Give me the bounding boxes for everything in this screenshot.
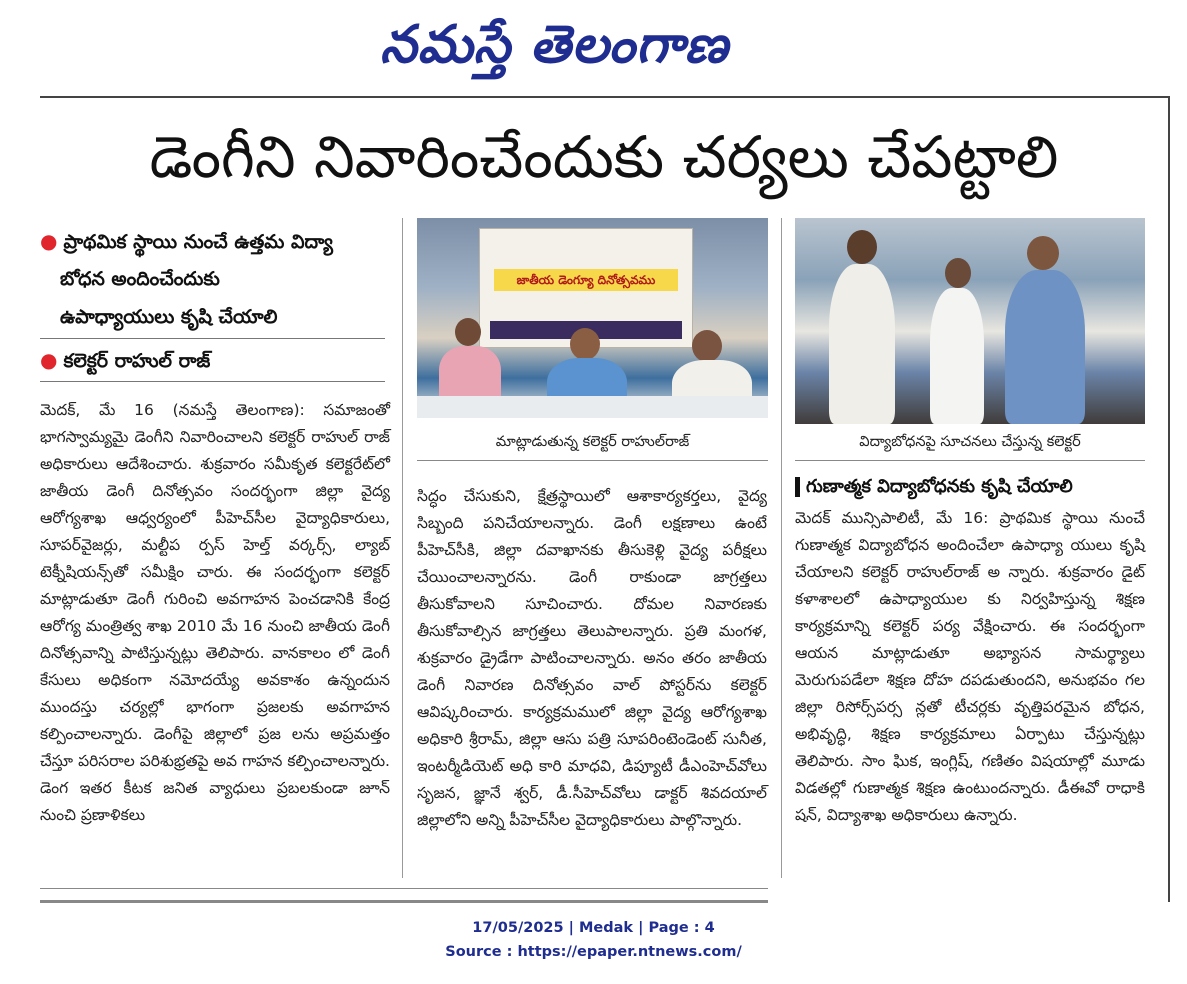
collector-speaking-photo [417,218,768,418]
person-head [692,330,722,362]
article-headline: డెంగీని నివారించేందుకు చర్యలు చేపట్టాలి [149,123,1059,191]
bullet-item [40,222,385,260]
table-desk [417,396,768,418]
person-figure [1005,270,1085,424]
collector-instructing-photo [795,218,1145,424]
bullet-text: ఉపాధ్యాయులు కృషి చేయాలి [60,306,278,328]
banner-title: జాతీయ డెంగ్యూ దినోత్సవము [494,269,678,291]
person-figure [930,288,984,424]
person-head [570,328,600,360]
headline-marker-icon [795,477,800,497]
highlight-bullets [40,222,385,384]
photo-caption: మాట్లాడుతున్న కలెక్టర్ రాహుల్‌రాజ్ [417,424,768,461]
bottom-divider [40,900,768,903]
newspaper-masthead: నమస్తే తెలంగాణ [380,15,729,75]
bullet-text: బోధన అందించేందుకు [60,268,220,290]
article-body-column-1: మెదక్, మే 16 (నమస్తే తెలంగాణ): సమాజంతో భాగస్వామ్యమై డెంగీని నివారించాలని కలెక్టర్ రాహుల్ రాజ్ అధికారులు ఆదేశించారు. శుక్రవారం సమీకృత కలెక్టరేట్‌లో జాతీయ డెంగీ దినోత్సవం సందర్భంగా జిల్లా వైద్య ఆరోగ్యశాఖ ఆధ్వర్యంలో పీహెచ్‌సీల వైద్యాధికారులు, సూపర్‌వైజర్లు, మల్టీప ర్పస్ హెల్త్ వర్కర్స్, ల్యాబ్ టెక్నీషియన్స్‌తో సమీక్షిం చారు. ఈ సందర్భంగా కలెక్టర్ మాట్లాడుతూ డెంగీ గురించి అవగాహన పెంచడానికి కేంద్ర ఆరోగ్య మంత్రిత్వ శాఖ 2010 మే 16 నుంచి జాతీయ డెంగీ దినోత్సవాన్ని పాటిస్తున్నట్లు తెలిపారు. వానకాలం లో డెంగీ కేసులు అధికంగా నమోదయ్యే అవకాశం ఉన్నందున ముందస్తు చర్యల్లో భాగంగా ప్రజలకు అవగాహన కల్పించాలన్నారు. డెంగీపై జిల్లాలో ప్రజ లను అప్రమత్తం చేస్తూ పరిసరాల పరిశుభ్రతపై అవ గాహన కల్పించాలన్నారు. డెంగ ఇతర కీటక జనిత వ్యాధులు ప్రబలకుండా జూన్ నుంచి ప్రణాళికలు [40,401,390,824]
top-divider [40,96,1170,98]
bullet-item [40,260,385,298]
bullet-divider [40,338,385,339]
article-body-column-2: సిద్ధం చేసుకుని, క్షేత్రస్థాయిలో ఆశాకార్యకర్తలు, వైద్య సిబ్బంది పనిచేయాలన్నారు. డెంగీ లక్షణాలు ఉంటే పీహెచ్‌సీకి, జిల్లా దవాఖానకు తీసుకెళ్లి వైద్య పరీక్షలు చేయించాలన్నారను. డెంగీ రాకుండా జాగ్రత్తలు తీసుకోవాలని సూచించారు. దోమల నివారణకు తీసుకోవాల్సిన జాగ్రత్తలు తెలుపాలన్నారు. ప్రతి మంగళ, శుక్రవారం డ్రైడేగా పాటించాలన్నారు. అనం తరం జాతీయ డెంగీ నివారణ దినోత్సవం వాల్ పోస్టర్‌ను కలెక్టర్ ఆవిష్కరించారు. కార్యక్రమములో జిల్లా వైద్య ఆరోగ్యశాఖ అధికారి శ్రీరామ్, జిల్లా ఆసు పత్రి సూపరింటెండెంట్ సునీత, ఇంటర్మీడియెట్ అధి కారి మాధవి, డిప్యూటీ డీఎంహెచ్‌వోలు సృజన, జ్ఞానే శ్వర్, డీ.సీహెచ్‌వోలు డాక్టర్ శివదయాల్ జిల్లాలోని అన్ని పీహెచ్‌సీల వైద్యాధికారులు పాల్గొన్నారు. [417,487,767,829]
article-body-column-3: మెదక్ మున్సిపాలిటీ, మే 16: ప్రాథమిక స్థాయి నుంచే గుణాత్మక విద్యాబోధన అందించేలా ఉపాధ్యా యులు కృషి చేయాలని కలెక్టర్ రాహుల్‌రాజ్ అ న్నారు. శుక్రవారం డైట్ కళాశాలలో ఉపాధ్యాయుల కు నిర్వహిస్తున్న శిక్షణ కార్యక్రమాన్ని కలెక్టర్ పర్య వేక్షించారు. ఈ సందర్భంగా ఆయన మాట్లాడుతూ అభ్యాసన సామర్థ్యాలు మెరుగుపడేలా శిక్షణ దోహ దపడుతుందని, అనుభవం గల జిల్లా రిసోర్స్‌పర్స న్లతో టీచర్లకు వృత్తిపరమైన బోధన, అభివృద్ధి, శిక్షణ కార్యక్రమాలు ఏర్పాటు చేస్తున్నట్లు తెలిపారు. సాం ఘిక, ఇంగ్లిష్, గణితం విషయాల్లో మూడు విడతల్లో గుణాత్మక శిక్షణ ఉంటుందన్నారు. డీఈవో రాధాకి షన్, విద్యాశాఖ అధికారులు ఉన్నారు. [795,509,1145,824]
edition-info: 17/05/2025 | Medak | Page : 4 [472,920,715,936]
bullet-item [40,298,385,336]
bottom-divider [40,888,768,889]
bullet-divider [40,381,385,382]
right-divider [1168,96,1170,902]
secondary-headline-text: గుణాత్మక విద్యాబోధనకు కృషి చేయాలి [806,476,1073,497]
column-divider [781,218,782,878]
person-head [455,318,481,346]
person-head [1027,236,1059,270]
secondary-headline [795,470,1145,504]
bullet-text: ప్రాథమిక స్థాయి నుంచే ఉత్తమ విద్యా [63,231,333,253]
person-head [945,258,971,288]
column-divider [402,218,403,878]
bullet-dot-icon: ● [40,348,58,372]
person-head [847,230,877,264]
bullet-item [40,341,385,379]
bullet-dot-icon: ● [40,229,58,253]
person-figure [829,264,895,424]
photo-caption: విద్యాబోధనపై సూచనలు చేస్తున్న కలెక్టర్ [795,424,1145,461]
bullet-text: కలెక్టర్ రాహుల్ రాజ్ [63,350,211,372]
source-link[interactable]: Source : https://epaper.ntnews.com/ [445,944,742,960]
